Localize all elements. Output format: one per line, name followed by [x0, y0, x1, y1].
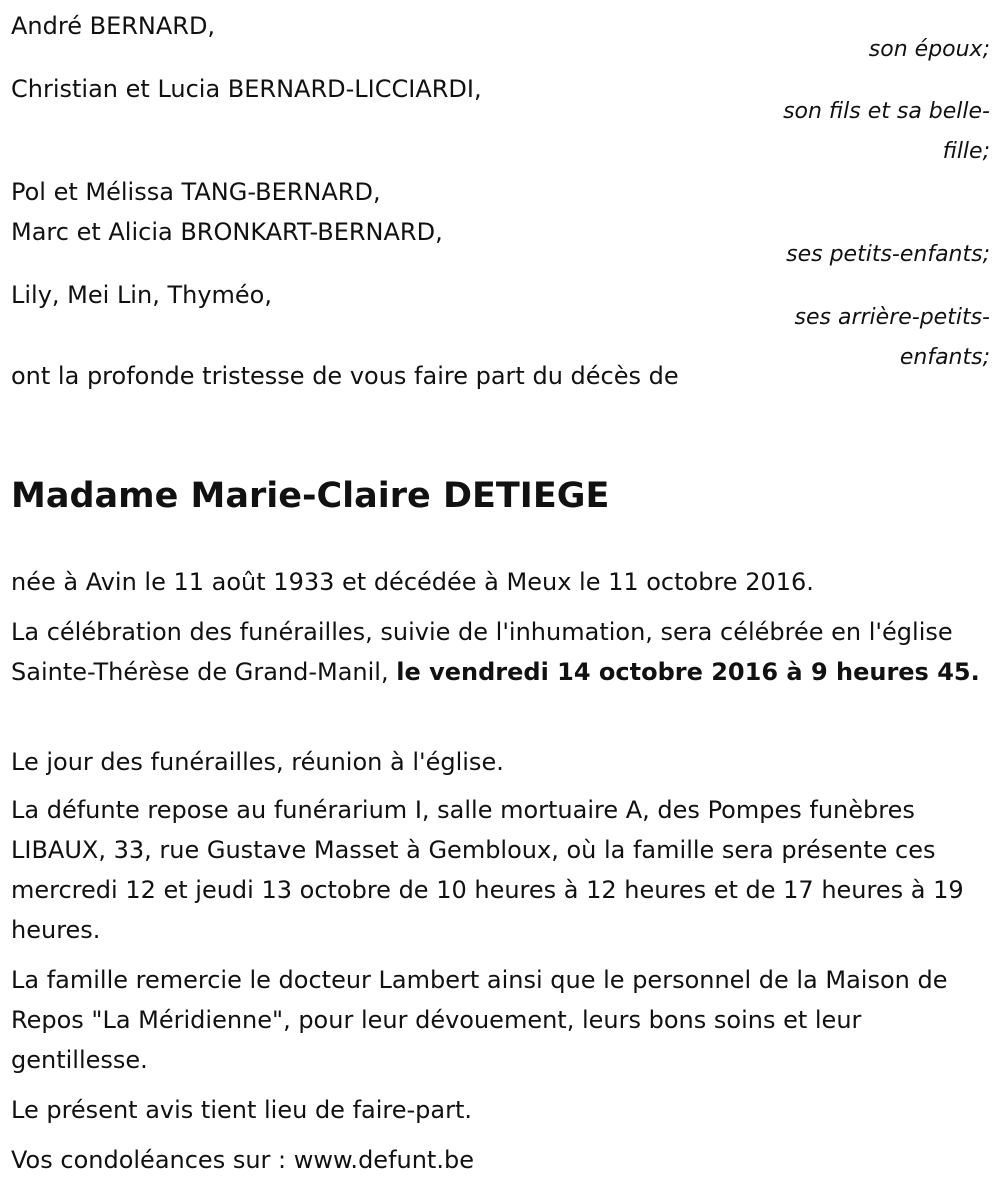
ceremony-paragraph [11, 612, 986, 692]
spouse-role: son époux; [868, 37, 990, 62]
announcement-intro: ont la profonde tristesse de vous faire part du décès de [11, 362, 679, 390]
spouse-name: André BERNARD, [11, 12, 216, 40]
ceremony-date: le vendredi 14 octobre 2016 à 9 heures 45. [396, 658, 980, 686]
deceased-name: Madame Marie-Claire DETIEGE [11, 476, 610, 516]
son-role-line2: fille; [942, 139, 990, 164]
greatgrandchildren-role-line1: ses arrière-petits- [794, 305, 990, 330]
grandchildren-line2: Marc et Alicia BRONKART-BERNARD, [11, 218, 443, 246]
notice-paragraph: Le présent avis tient lieu de faire-part. [11, 1096, 473, 1124]
ceremony-text: La célébration des funérailles, suivie de l'inhumation, sera célébrée en l'église Sainte-Thérèse de Grand-Manil, [11, 618, 953, 686]
grandchildren-role: ses petits-enfants; [786, 242, 990, 267]
thanks-paragraph: La famille remercie le docteur Lambert ainsi que le personnel de la Maison de Repos "La Méridienne", pour leur dévouement, leurs bons soins et leur gentillesse. [11, 966, 948, 1074]
repose-paragraph: La défunte repose au funérarium I, salle mortuaire A, des Pompes funèbres LIBAUX, 33, rue Gustave Masset à Gembloux, où la famille sera présente ces mercredi 12 et jeudi 13 octobre de 10 heures à 12 heures et de 17 heures à 19 heures. [11, 796, 964, 944]
greatgrandchildren-role-line2: enfants; [899, 345, 990, 370]
son-role-line1: son fils et sa belle- [783, 99, 990, 124]
birth-death-paragraph: née à Avin le 11 août 1933 et décédée à Meux le 11 octobre 2016. [11, 568, 814, 596]
greatgrandchildren-names: Lily, Mei Lin, Thyméo, [11, 281, 272, 309]
meeting-paragraph: Le jour des funérailles, réunion à l'église. [11, 748, 504, 776]
grandchildren-line1: Pol et Mélissa TANG-BERNARD, [11, 178, 381, 206]
condolences-paragraph: Vos condoléances sur : www.defunt.be [11, 1146, 474, 1174]
son-name: Christian et Lucia BERNARD-LICCIARDI, [11, 75, 482, 103]
